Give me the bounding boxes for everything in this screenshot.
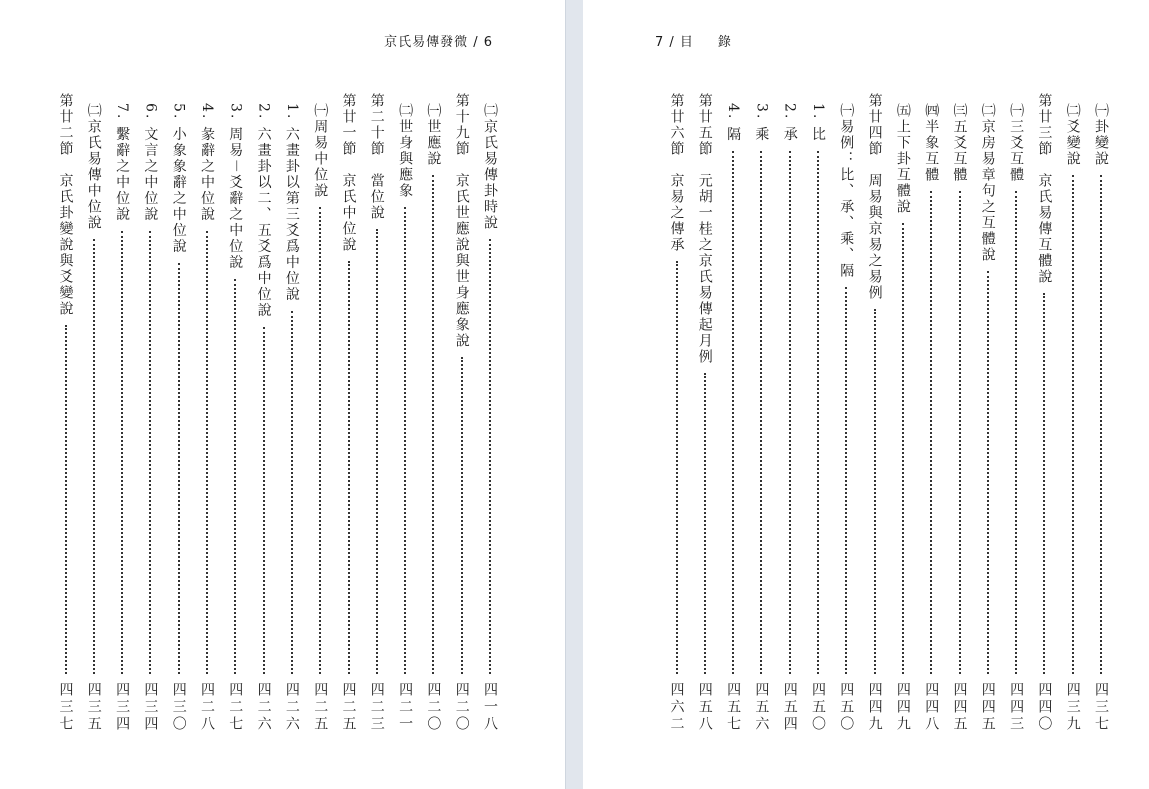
dot-leader xyxy=(676,261,678,674)
toc-entry-page: 四三七 xyxy=(57,682,74,733)
toc-entry xyxy=(55,93,77,733)
dot-leader xyxy=(1072,175,1074,674)
toc-entry xyxy=(394,93,416,733)
toc-entry-title: 1. 六畫卦以第三爻爲中位說 xyxy=(283,103,300,303)
toc-entry xyxy=(864,93,886,733)
toc-entry xyxy=(666,93,688,733)
dot-leader xyxy=(376,229,378,674)
toc-entry-title: 3. 周易－爻辭之中位說 xyxy=(227,103,244,271)
toc-entry-title: 3. 乘 xyxy=(753,103,770,143)
toc-entry-page: 四四九 xyxy=(894,682,911,733)
dot-leader xyxy=(404,207,406,674)
toc-entry-title: ㈡京氏易傳卦時說 xyxy=(482,103,498,231)
toc-entry xyxy=(253,93,275,733)
toc-entry-title: 第廿三節 京氏易傳互體說 xyxy=(1036,93,1053,285)
toc-entry xyxy=(779,93,801,733)
toc-entry-page: 四四五 xyxy=(979,682,996,733)
toc-entry-page: 四五〇 xyxy=(810,682,826,733)
toc-entry-title: 第廿一節 京氏中位說 xyxy=(340,93,357,253)
toc-entry-title: ㈡京氏易傳中位說 xyxy=(85,103,102,231)
toc-entry xyxy=(949,93,971,733)
toc-entry xyxy=(807,93,829,733)
toc-entry xyxy=(338,93,360,733)
toc-entry xyxy=(83,93,105,733)
toc-entry-page: 四五七 xyxy=(725,682,742,733)
toc-entry xyxy=(1090,93,1112,733)
dot-leader xyxy=(959,191,961,674)
dot-leader xyxy=(789,151,791,674)
toc-entry-page: 四六二 xyxy=(668,682,685,733)
toc-entry-title: ㈠周易中位說 xyxy=(312,103,329,199)
dot-leader xyxy=(489,239,491,674)
toc-entry xyxy=(1033,93,1055,733)
toc-entry-page: 四二五 xyxy=(340,682,357,733)
toc-entry-page: 四三〇 xyxy=(170,682,187,733)
dot-leader xyxy=(817,151,819,674)
dot-leader xyxy=(902,223,904,674)
toc-entry xyxy=(1005,93,1027,733)
toc-entry-title: ㈠世應說 xyxy=(425,103,442,167)
dot-leader xyxy=(704,373,706,674)
right-page-number: 7 / 目 xyxy=(655,35,694,50)
toc-entry-page: 四五〇 xyxy=(838,682,855,733)
dot-leader xyxy=(178,263,180,674)
toc-entry-page: 四四〇 xyxy=(1036,682,1053,733)
left-page-header: 京氏易傳發微 / 6 xyxy=(384,35,493,50)
dot-leader xyxy=(760,151,762,674)
toc-entry xyxy=(835,93,857,733)
dot-leader xyxy=(348,261,350,674)
toc-entry xyxy=(168,93,190,733)
dot-leader xyxy=(291,311,293,674)
dot-leader xyxy=(845,287,847,674)
toc-entry-page: 四三九 xyxy=(1064,682,1081,733)
dot-leader xyxy=(319,207,321,674)
toc-entry xyxy=(366,93,388,733)
dot-leader xyxy=(874,309,876,674)
toc-entry-title: 4. 彖辭之中位說 xyxy=(199,103,215,223)
toc-entry xyxy=(722,93,744,733)
toc-entry-title: 第廿五節 元胡一桂之京氏易傳起月例 xyxy=(696,93,713,365)
toc-entry-page: 四三四 xyxy=(142,682,159,733)
toc-entry-page: 四二五 xyxy=(312,682,329,733)
toc-entry xyxy=(224,93,246,733)
toc-entry-title: 6. 文言之中位說 xyxy=(142,103,159,223)
toc-entry-title: ㈠三爻互體 xyxy=(1008,103,1025,183)
toc-entry-page: 四三四 xyxy=(114,682,131,733)
dot-leader xyxy=(263,327,265,674)
toc-entry-title: 第十九節 京氏世應說與世身應象說 xyxy=(453,93,470,349)
toc-entry xyxy=(750,93,772,733)
toc-entry-page: 四四五 xyxy=(951,682,968,733)
toc-entry-page: 四二八 xyxy=(199,682,215,733)
toc-entry-title: ㈡世身與應象 xyxy=(397,103,414,199)
dot-leader xyxy=(149,231,151,674)
toc-entry-page: 四四八 xyxy=(923,682,940,733)
toc-entry-page: 四四三 xyxy=(1008,682,1025,733)
toc-entry-page: 四二〇 xyxy=(453,682,470,733)
toc-entry-title: 4. 隔 xyxy=(725,103,742,143)
page-gutter xyxy=(565,0,585,789)
toc-entry-title: ㈠易例：比、承、乘、隔 xyxy=(838,103,855,279)
toc-entry-page: 四二六 xyxy=(255,682,272,733)
toc-entry xyxy=(309,93,331,733)
toc-entry xyxy=(451,93,473,733)
toc-entry-title: 第廿四節 周易與京易之易例 xyxy=(866,93,883,301)
toc-entry xyxy=(281,93,303,733)
dot-leader xyxy=(206,231,208,674)
toc-entry-page: 四三七 xyxy=(1093,682,1109,733)
toc-entry-title: 第二十節 當位說 xyxy=(368,93,385,221)
dot-leader xyxy=(93,239,95,674)
toc-entry-page: 四五六 xyxy=(753,682,770,733)
toc-entry-title: ㈣半象互體 xyxy=(923,103,940,183)
toc-entry xyxy=(479,93,501,733)
toc-entry-title: 第廿六節 京易之傳承 xyxy=(668,93,685,253)
left-page xyxy=(0,0,565,789)
toc-entry xyxy=(196,93,218,733)
toc-entry xyxy=(694,93,716,733)
toc-entry xyxy=(111,93,133,733)
toc-entry-page: 四二七 xyxy=(227,682,244,733)
dot-leader xyxy=(65,325,67,674)
toc-entry-title: ㈠卦變說 xyxy=(1093,103,1109,167)
toc-entry-title: 7. 繫辭之中位說 xyxy=(114,103,131,223)
toc-entry-title: ㈤上下卦互體說 xyxy=(894,103,911,215)
dot-leader xyxy=(461,357,463,674)
toc-entry-title: ㈡爻變說 xyxy=(1064,103,1081,167)
dot-leader xyxy=(432,175,434,674)
toc-entry-page: 四一八 xyxy=(482,682,498,733)
toc-entry xyxy=(422,93,444,733)
right-page-header xyxy=(655,31,732,50)
toc-entry xyxy=(977,93,999,733)
toc-entry xyxy=(139,93,161,733)
dot-leader xyxy=(234,279,236,674)
toc-entry-page: 四五八 xyxy=(696,682,713,733)
toc-entry-title: 2. 承 xyxy=(781,103,798,143)
toc-entry-title: 5. 小象象辭之中位說 xyxy=(170,103,187,255)
dot-leader xyxy=(987,271,989,674)
toc-entry xyxy=(1062,93,1084,733)
toc-entry-page: 四二六 xyxy=(283,682,300,733)
toc-entry-page: 四二一 xyxy=(397,682,414,733)
toc-entry xyxy=(892,93,914,733)
toc-entry-page: 四三五 xyxy=(85,682,102,733)
dot-leader xyxy=(1043,293,1045,674)
toc-entry-title: ㈡京房易章句之互體說 xyxy=(979,103,996,263)
right-page-title: 錄 xyxy=(717,35,732,50)
toc-entry-title: 2. 六畫卦以二、五爻爲中位說 xyxy=(255,103,272,319)
dot-leader xyxy=(1015,191,1017,674)
toc-entry-title: ㈢五爻互體 xyxy=(951,103,968,183)
dot-leader xyxy=(732,151,734,674)
right-page xyxy=(583,0,1149,789)
toc-entry xyxy=(920,93,942,733)
toc-entry-page: 四四九 xyxy=(866,682,883,733)
toc-entry-page: 四五四 xyxy=(781,682,798,733)
dot-leader xyxy=(1100,175,1102,674)
toc-entry-page: 四二〇 xyxy=(425,682,442,733)
toc-entry-title: 1. 比 xyxy=(810,103,826,143)
dot-leader xyxy=(121,231,123,674)
toc-entry-title: 第廿二節 京氏卦變說與爻變說 xyxy=(57,93,74,317)
toc-entry-page: 四二三 xyxy=(368,682,385,733)
dot-leader xyxy=(930,191,932,674)
